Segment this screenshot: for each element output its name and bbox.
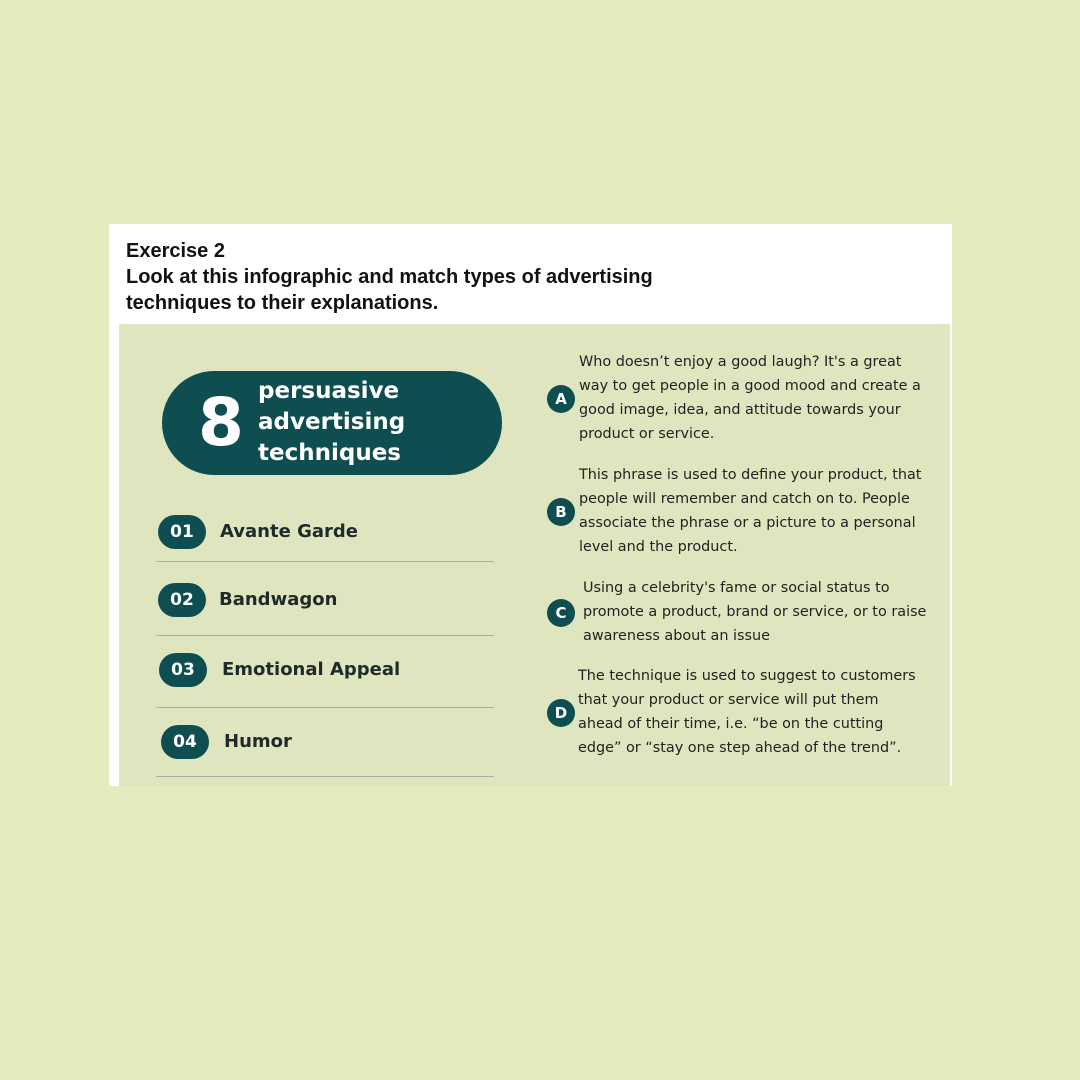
description-line: awareness about an issue — [583, 628, 770, 644]
description-text — [579, 463, 951, 559]
letter-badge: C — [547, 599, 575, 627]
exercise-card — [109, 224, 952, 786]
technique-item — [156, 725, 494, 786]
technique-label: Avante Garde — [220, 521, 358, 542]
technique-number-badge: 03 — [159, 653, 207, 687]
description-line: associate the phrase or a picture to a personal — [579, 515, 916, 531]
pill-title-line-3: techniques — [258, 440, 401, 466]
technique-number-badge: 02 — [158, 583, 206, 617]
divider — [156, 707, 494, 708]
technique-item — [156, 653, 494, 723]
description-text — [578, 664, 950, 760]
description-line: ahead of their time, i.e. “be on the cutting — [578, 716, 884, 732]
pill-number: 8 — [198, 384, 244, 461]
exercise-instructions-line-1: Look at this infographic and match types of advertising — [126, 266, 653, 288]
description-line: Who doesn’t enjoy a good laugh? It's a great — [579, 354, 902, 370]
description-line: product or service. — [579, 426, 715, 442]
letter-badge: A — [547, 385, 575, 413]
divider — [156, 776, 494, 777]
exercise-header — [126, 238, 826, 316]
description-line: edge” or “stay one step ahead of the trend”. — [578, 740, 902, 756]
exercise-title: Exercise 2 — [126, 240, 225, 262]
description-line: level and the product. — [579, 539, 738, 555]
cut-off-text-fragment — [587, 782, 787, 786]
description-line: promote a product, brand or service, or to raise — [583, 604, 927, 620]
technique-label: Bandwagon — [219, 589, 338, 610]
technique-item — [156, 583, 494, 653]
description-line: The technique is used to suggest to customers — [578, 668, 916, 684]
infographic — [119, 324, 950, 786]
letter-badge: D — [547, 699, 575, 727]
description-text — [579, 350, 951, 446]
description-text — [583, 576, 952, 648]
pill-title — [258, 376, 405, 469]
divider — [156, 561, 494, 562]
description-line: good image, idea, and attitude towards your — [579, 402, 901, 418]
technique-item — [156, 515, 494, 585]
technique-number-badge: 01 — [158, 515, 206, 549]
letter-badge: B — [547, 498, 575, 526]
description-line: Using a celebrity's fame or social status to — [583, 580, 890, 596]
pill-title-line-2: advertising — [258, 409, 406, 435]
title-pill — [162, 371, 502, 475]
description-line: way to get people in a good mood and create a — [579, 378, 921, 394]
technique-label: Emotional Appeal — [222, 659, 401, 680]
pill-title-line-1: persuasive — [258, 378, 400, 404]
technique-number-badge: 04 — [161, 725, 209, 759]
description-line: This phrase is used to define your product, that — [579, 467, 922, 483]
exercise-instructions-line-2: techniques to their explanations. — [126, 292, 439, 314]
description-line: that your product or service will put them — [578, 692, 879, 708]
technique-label: Humor — [224, 731, 292, 752]
divider — [156, 635, 494, 636]
description-line: people will remember and catch on to. People — [579, 491, 910, 507]
